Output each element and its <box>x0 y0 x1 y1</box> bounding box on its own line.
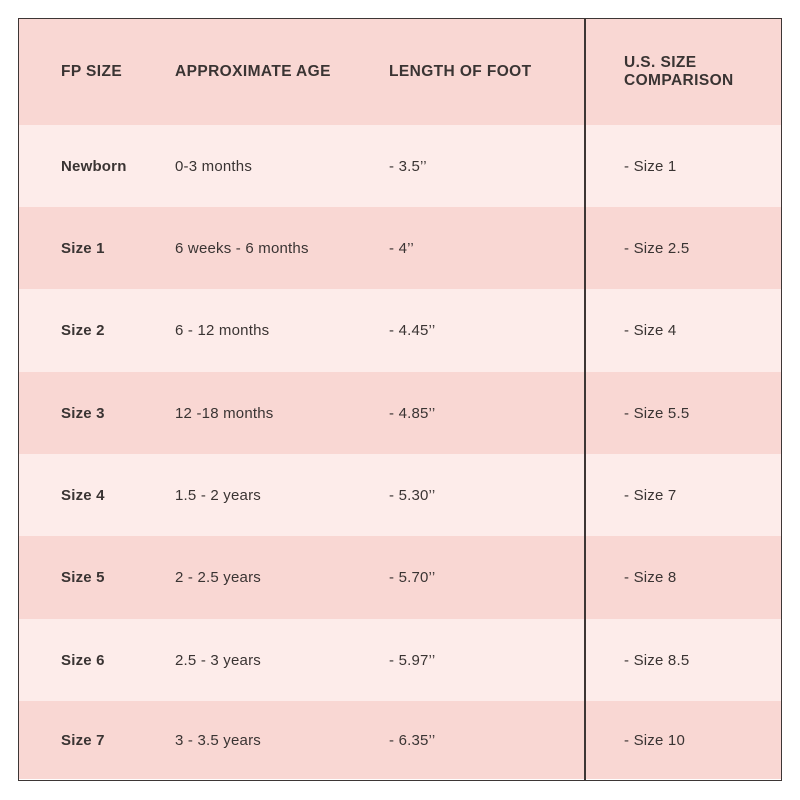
fp-size-cell: Size 1 <box>61 239 105 257</box>
age-cell: 1.5 - 2 years <box>175 486 261 504</box>
fp-size-cell: Size 7 <box>61 731 105 749</box>
table-row <box>19 289 781 372</box>
us-size-cell: - Size 4 <box>624 322 677 339</box>
foot-length-cell: - 5.70’’ <box>389 569 436 586</box>
table-header-row <box>19 19 781 125</box>
table-row <box>19 619 781 701</box>
us-size-cell: - Size 8.5 <box>624 651 690 669</box>
table-row <box>19 454 781 536</box>
foot-length-cell: - 6.35’’ <box>389 731 436 749</box>
header-length-of-foot: LENGTH OF FOOT <box>389 63 532 80</box>
header-approximate-age: APPROXIMATE AGE <box>175 63 331 80</box>
table-row <box>19 701 781 779</box>
age-cell: 2.5 - 3 years <box>175 651 261 669</box>
table-row <box>19 536 781 619</box>
foot-length-cell: - 4’’ <box>389 239 414 257</box>
fp-size-cell: Size 3 <box>61 404 105 422</box>
us-size-cell: - Size 10 <box>624 731 685 749</box>
us-size-cell: - Size 1 <box>624 157 677 175</box>
header-fp-size: FP SIZE <box>61 63 123 80</box>
table-row <box>19 372 781 454</box>
fp-size-cell: Size 5 <box>61 569 105 586</box>
age-cell: 0-3 months <box>175 157 253 175</box>
foot-length-cell: - 5.97’’ <box>389 651 436 669</box>
table-row <box>19 125 781 207</box>
table-row <box>19 207 781 289</box>
age-cell: 3 - 3.5 years <box>175 731 261 749</box>
fp-size-cell: Size 4 <box>61 486 105 504</box>
age-cell: 2 - 2.5 years <box>175 569 261 586</box>
us-size-cell: - Size 7 <box>624 486 677 504</box>
age-cell: 12 -18 months <box>175 404 274 422</box>
foot-length-cell: - 5.30’’ <box>389 486 436 504</box>
age-cell: 6 weeks - 6 months <box>175 239 309 257</box>
size-chart-table <box>18 18 782 781</box>
us-size-cell: - Size 5.5 <box>624 404 690 422</box>
column-divider <box>584 19 586 780</box>
us-size-cell: - Size 8 <box>624 569 677 586</box>
us-size-cell: - Size 2.5 <box>624 239 690 257</box>
foot-length-cell: - 4.85’’ <box>389 404 436 422</box>
foot-length-cell: - 4.45’’ <box>389 322 436 339</box>
foot-length-cell: - 3.5’’ <box>389 157 427 175</box>
fp-size-cell: Size 2 <box>61 322 105 339</box>
fp-size-cell: Newborn <box>61 157 127 175</box>
age-cell: 6 - 12 months <box>175 322 270 339</box>
fp-size-cell: Size 6 <box>61 651 105 669</box>
header-us-size-comparison: U.S. SIZE COMPARISON <box>624 54 734 89</box>
